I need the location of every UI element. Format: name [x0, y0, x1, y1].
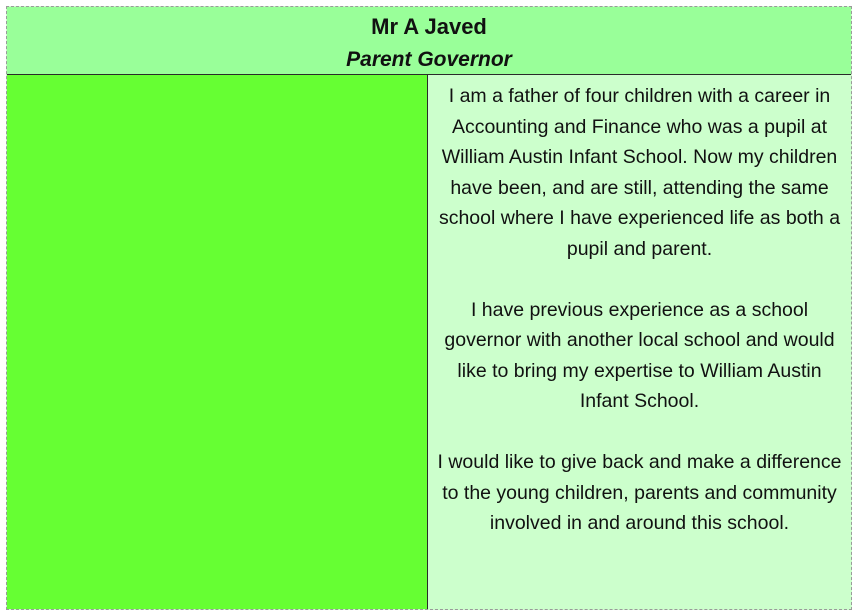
bio-paragraph: I have previous experience as a school governor with another local school and would like to bring my expertise to William Austin Infant School. — [444, 298, 835, 412]
bio-paragraph: I would like to give back and make a difference to the young children, parents and community involved in and around this school. — [437, 451, 842, 534]
governor-name: Mr A Javed — [371, 14, 487, 39]
governor-profile-card — [6, 6, 852, 610]
bio-paragraph: I am a father of four children with a career in Accounting and Finance who was a pupil at William Austin Infant School. Now my children have been, and are still, attending the same school where I have experienced life as both a pupil and parent. — [438, 85, 841, 260]
profile-header — [7, 7, 851, 75]
governor-role: Parent Governor — [346, 48, 512, 71]
governor-bio — [428, 75, 851, 609]
photo-placeholder — [7, 75, 428, 609]
